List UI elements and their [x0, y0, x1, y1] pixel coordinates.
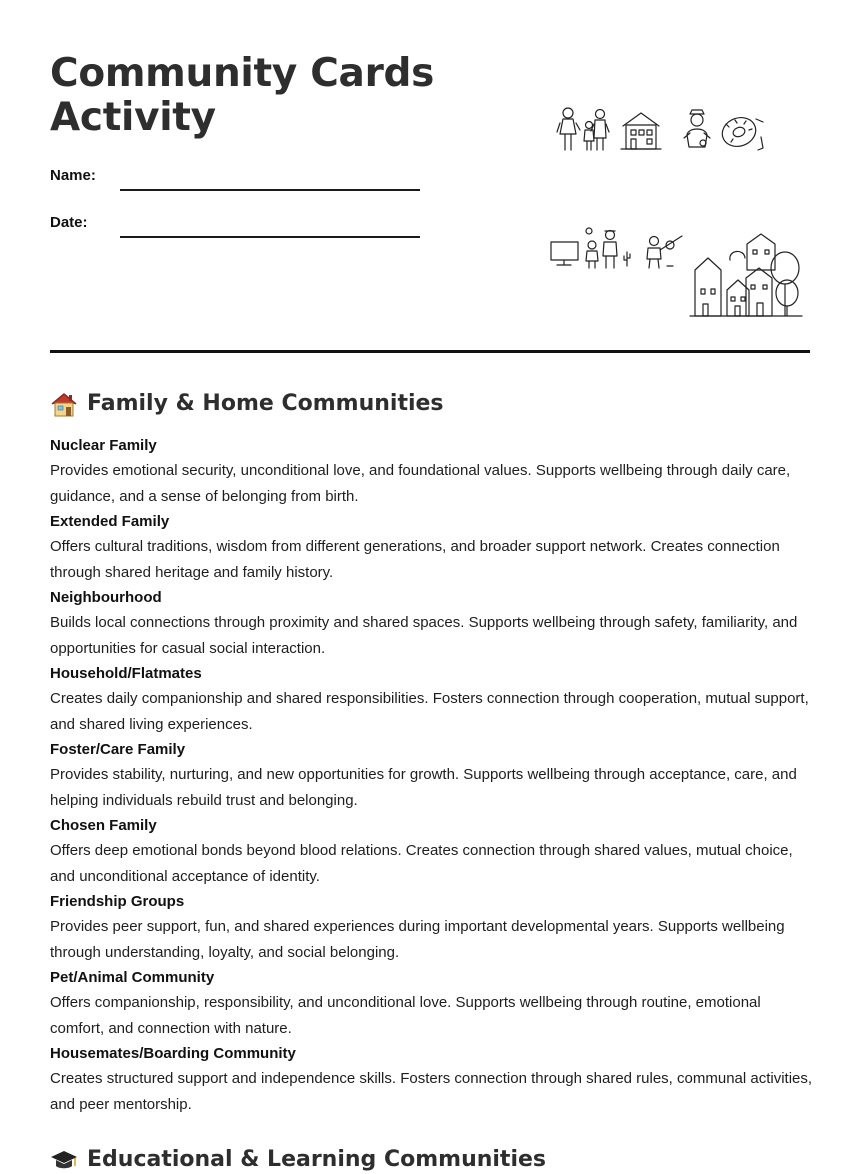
title-line-1: Community Cards — [50, 51, 435, 96]
list-item — [50, 509, 815, 585]
section-heading-family-home — [50, 390, 444, 418]
section-heading-label: Educational & Learning Communities — [87, 1147, 547, 1172]
entry-name: Chosen Family — [50, 817, 157, 834]
page-title — [50, 52, 470, 140]
entry-name: Housemates/Boarding Community — [50, 1045, 296, 1062]
date-field[interactable] — [50, 214, 430, 242]
entry-description: Provides stability, nurturing, and new opportunities for growth. Supports wellbeing through acceptance, care, and helping individuals rebuild trust and belonging. — [50, 766, 797, 809]
name-label: Name: — [50, 167, 96, 184]
entry-name: Household/Flatmates — [50, 665, 202, 682]
entry-name: Friendship Groups — [50, 893, 185, 910]
entry-description: Provides peer support, fun, and shared experiences during important developmental years. Supports wellbeing through understanding, loyalty, and social belonging. — [50, 918, 785, 961]
name-field[interactable] — [50, 167, 430, 195]
list-item — [50, 585, 815, 661]
entry-name: Neighbourhood — [50, 589, 162, 606]
name-line[interactable] — [120, 189, 420, 191]
list-item — [50, 889, 815, 965]
person-with-tools-icon — [684, 110, 710, 147]
entry-description: Provides emotional security, unconditional love, and foundational values. Supports wellbeing through daily care, guidance, and a sense of belonging from birth. — [50, 462, 791, 505]
entry-name: Foster/Care Family — [50, 741, 186, 758]
list-item — [50, 1041, 815, 1117]
entry-name: Nuclear Family — [50, 437, 157, 454]
entry-description: Offers companionship, responsibility, and unconditional love. Supports wellbeing through routine, emotional comfort, and connection with nature. — [50, 994, 761, 1037]
family-home-entries — [50, 433, 815, 1117]
list-item — [50, 661, 815, 737]
title-line-2: Activity — [50, 95, 216, 140]
graduation-cap-icon — [50, 1147, 78, 1173]
date-line[interactable] — [120, 236, 420, 238]
house-icon — [621, 113, 661, 149]
header-divider — [50, 350, 810, 353]
entry-description: Offers deep emotional bonds beyond blood relations. Creates connection through shared values, mutual choice, and unconditional acceptance of identity. — [50, 842, 793, 885]
entry-name: Pet/Animal Community — [50, 969, 215, 986]
list-item — [50, 737, 815, 813]
entry-description: Offers cultural traditions, wisdom from different generations, and broader support network. Creates connection through shared heritage and family history. — [50, 538, 780, 581]
house-emoji-icon — [50, 391, 78, 417]
musician-icon — [647, 236, 682, 268]
section-heading-label: Family & Home Communities — [87, 391, 444, 416]
community-illustration — [545, 100, 815, 325]
town-icon — [690, 234, 802, 316]
list-item — [50, 965, 815, 1041]
list-item — [50, 813, 815, 889]
doughnut-icon — [718, 113, 763, 151]
section-heading-educational — [50, 1146, 546, 1174]
family-icon — [557, 108, 609, 150]
entry-description: Creates structured support and independence skills. Fosters connection through shared rules, communal activities, and peer mentorship. — [50, 1070, 813, 1113]
entry-name: Extended Family — [50, 513, 170, 530]
entry-description: Builds local connections through proximity and shared spaces. Supports wellbeing through safety, familiarity, and opportunities for casual social interaction. — [50, 614, 798, 657]
entry-description: Creates daily companionship and shared responsibilities. Fosters connection through cooperation, mutual support, and shared living experiences. — [50, 690, 809, 733]
people-group-icon — [586, 228, 630, 268]
date-label: Date: — [50, 214, 88, 231]
list-item — [50, 433, 815, 509]
computer-icon — [551, 242, 578, 265]
